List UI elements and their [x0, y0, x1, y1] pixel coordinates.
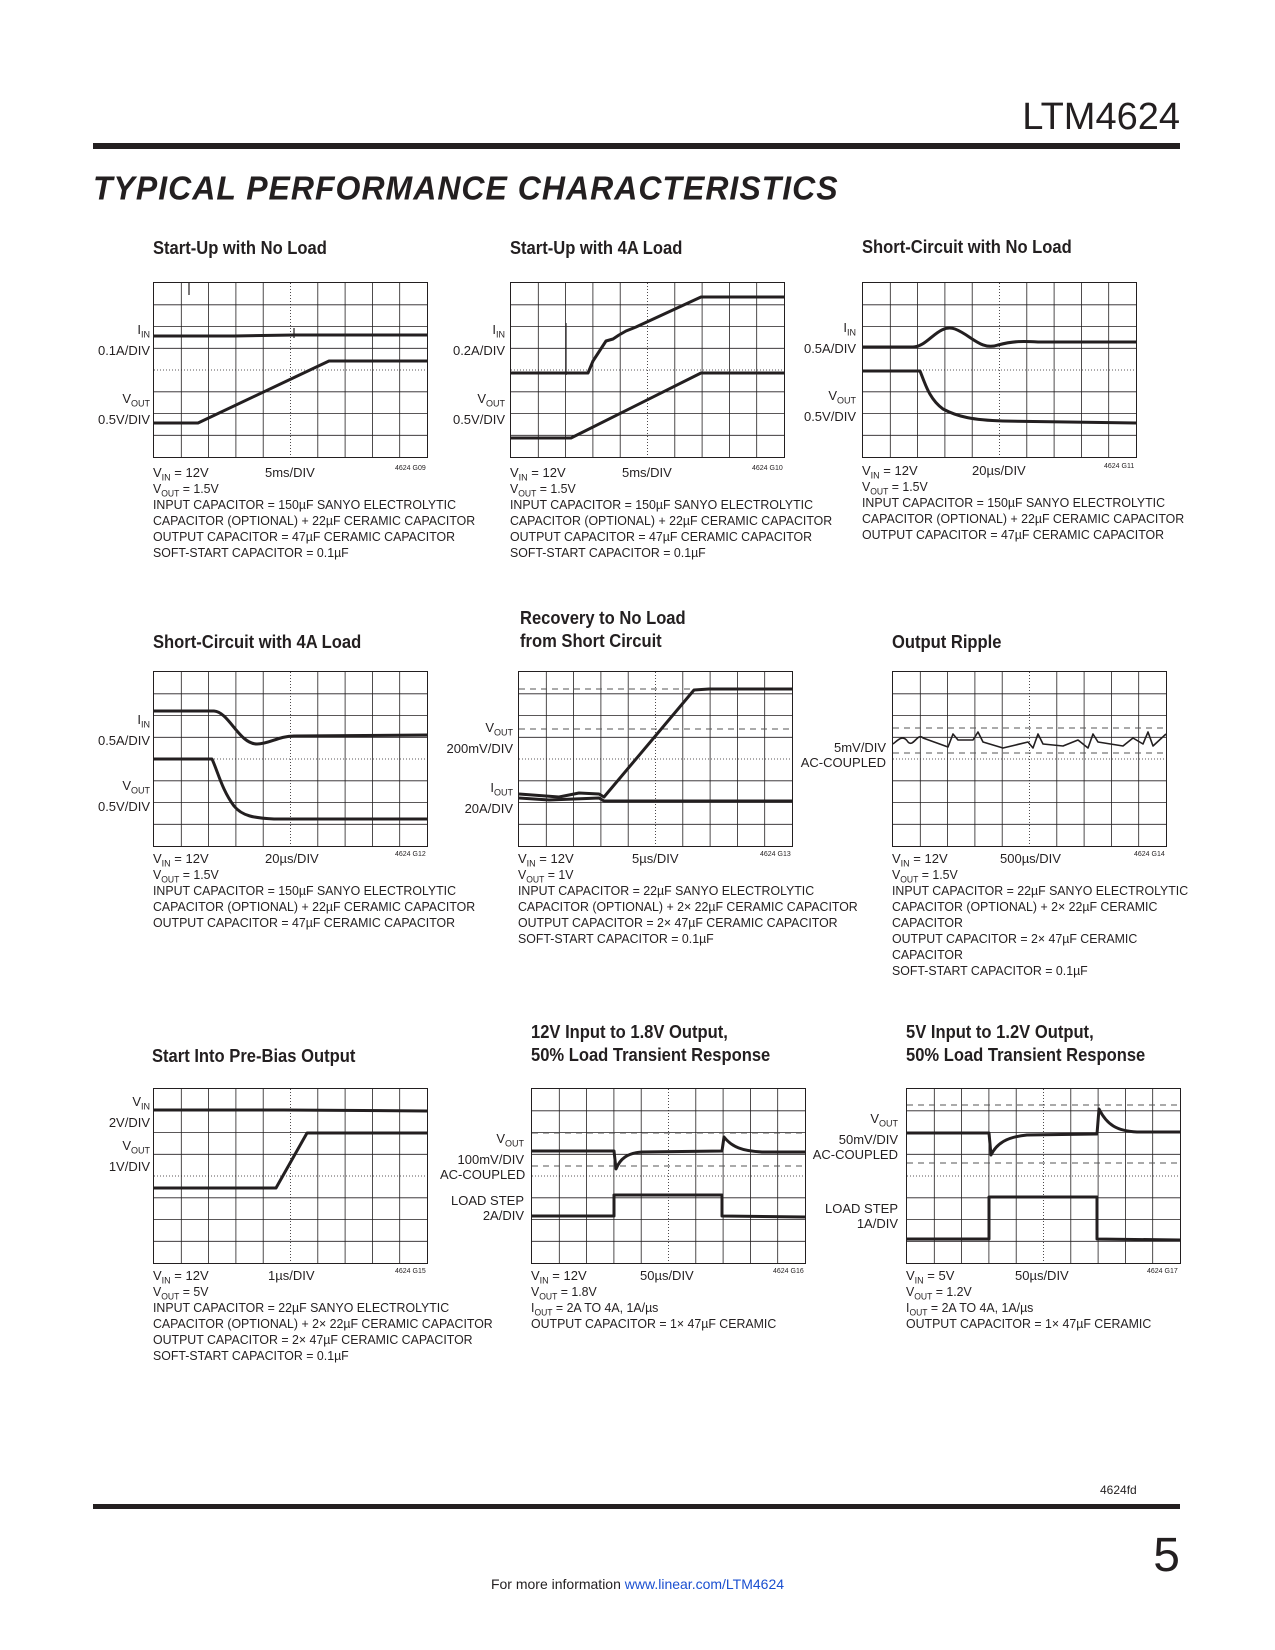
- figure-id: 4624 G16: [773, 1268, 804, 1275]
- vin-label: $V_{IN} = 5V$: [906, 1268, 955, 1286]
- part-number: LTM4624: [1022, 96, 1180, 138]
- conditions: $V_{OUT} = 1.5V$ INPUT CAPACITOR = 150µF SANYO ELECTROLYTIC CAPACITOR (OPTIONAL) + 22µF CERAMIC CAPACITOR OUTPUT CAPACITOR = 47µF CERAMIC CAPACITOR: [153, 867, 476, 930]
- conditions: $V_{OUT} = 1.5V$ INPUT CAPACITOR = 22µF SANYO ELECTROLYTIC CAPACITOR (OPTIONAL) + 2× 22µF CERAMIC CAPACITOR OUTPUT CAPACITOR = 2× 47µF CERAMIC CAPACITOR SOFT-START CAPACITOR = 0.1µF: [892, 867, 1189, 978]
- page-number: 5: [1153, 1529, 1180, 1582]
- plot-title: 5V Input to 1.2V Output, 50% Load Transient Response: [906, 1022, 1146, 1065]
- axis-label: LOAD STEP 2A/DIV: [451, 1193, 524, 1223]
- oscilloscope-grid: [518, 671, 793, 847]
- conditions: $V_{OUT} = 1.5V$ INPUT CAPACITOR = 150µF SANYO ELECTROLYTIC CAPACITOR (OPTIONAL) + 22µF CERAMIC CAPACITOR OUTPUT CAPACITOR = 47µF CERAMIC CAPACITOR SOFT-START CAPACITOR = 0.1µF: [153, 481, 476, 560]
- iin-trace: [154, 711, 427, 744]
- oscilloscope-grid: [153, 282, 428, 458]
- plot-title: Short-Circuit with 4A Load: [153, 632, 362, 652]
- plot-title: Start Into Pre-Bias Output: [152, 1046, 356, 1066]
- plot-title: Recovery to No Load from Short Circuit: [520, 608, 686, 651]
- iin-trace: [154, 335, 427, 336]
- oscilloscope-grid: [510, 282, 785, 458]
- axis-label: $V_{OUT}$ 50mV/DIV AC-COUPLED: [812, 1111, 898, 1162]
- conditions: $V_{OUT} = 1.5V$ INPUT CAPACITOR = 150µF SANYO ELECTROLYTIC CAPACITOR (OPTIONAL) + 22µF CERAMIC CAPACITOR OUTPUT CAPACITOR = 47µF CERAMIC CAPACITOR: [862, 479, 1185, 542]
- plot-title: Short-Circuit with No Load: [862, 237, 1072, 257]
- conditions: $V_{OUT} = 1.8V$ $I_{OUT} = 2A$ TO 4A, 1A/µs OUTPUT CAPACITOR = 1× 47µF CERAMIC: [531, 1284, 777, 1331]
- timebase: 1µs/DIV: [268, 1268, 315, 1283]
- plot-title: 12V Input to 1.8V Output, 50% Load Transient Response: [531, 1022, 771, 1065]
- figure-id: 4624 G15: [395, 1268, 426, 1275]
- vin-label: $V_{IN} = 12V$: [153, 851, 209, 869]
- bottom-rule: [93, 1504, 1180, 1509]
- axis-label: $V_{OUT}$ 200mV/DIV: [446, 720, 513, 756]
- timebase: 50µs/DIV: [1015, 1268, 1069, 1283]
- timebase: 50µs/DIV: [640, 1268, 694, 1283]
- vin-label: $V_{IN} = 12V$: [510, 465, 566, 483]
- figure-id: 4624 G17: [1147, 1268, 1178, 1275]
- plot-title: Output Ripple: [892, 632, 1002, 652]
- vin-trace: [154, 1110, 427, 1111]
- axis-label: $V_{OUT}$ 0.5V/DIV: [97, 778, 150, 814]
- axis-label: $V_{OUT}$ 1V/DIV: [108, 1138, 150, 1174]
- figure-id: 4624 G11: [1104, 463, 1135, 470]
- vin-label: $V_{IN} = 12V$: [862, 463, 918, 481]
- footer: [0, 1576, 1275, 1592]
- timebase: 20µs/DIV: [265, 851, 319, 866]
- conditions: $V_{OUT} = 1V$ INPUT CAPACITOR = 22µF SANYO ELECTROLYTIC CAPACITOR (OPTIONAL) + 2× 22µF CERAMIC CAPACITOR OUTPUT CAPACITOR = 2× 47µF CERAMIC CAPACITOR SOFT-START CAPACITOR = 0.1µF: [518, 867, 858, 946]
- oscilloscope-grid: [906, 1088, 1181, 1264]
- section-title: TYPICAL PERFORMANCE CHARACTERISTICS: [93, 169, 839, 207]
- oscilloscope-grid: [862, 282, 1137, 458]
- axis-label: $I_{IN}$ 0.1A/DIV: [97, 322, 150, 358]
- plot-title: Start-Up with 4A Load: [510, 238, 683, 258]
- oscilloscope-grid: [153, 1088, 428, 1264]
- axis-label: LOAD STEP 1A/DIV: [825, 1201, 898, 1231]
- axis-label: $V_{OUT}$ 0.5V/DIV: [97, 391, 150, 427]
- footer-text: For more information: [490, 1576, 621, 1592]
- top-rule: [93, 143, 1180, 149]
- ripple-trace: [893, 732, 1166, 748]
- axis-label: $I_{OUT}$ 20A/DIV: [464, 780, 513, 816]
- axis-label: $V_{OUT}$ 100mV/DIV AC-COUPLED: [440, 1131, 526, 1182]
- timebase: 500µs/DIV: [1000, 851, 1061, 866]
- timebase: 5ms/DIV: [622, 465, 672, 480]
- conditions: $V_{OUT} = 1.2V$ $I_{OUT} = 2A$ TO 4A, 1A/µs OUTPUT CAPACITOR = 1× 47µF CERAMIC: [906, 1284, 1152, 1331]
- axis-label: $V_{OUT}$ 0.5V/DIV: [452, 391, 505, 427]
- conditions: $V_{OUT} = 5V$ INPUT CAPACITOR = 22µF SANYO ELECTROLYTIC CAPACITOR (OPTIONAL) + 2× 22µF CERAMIC CAPACITOR OUTPUT CAPACITOR = 2× 47µF CERAMIC CAPACITOR SOFT-START CAPACITOR = 0.1µF: [153, 1284, 493, 1363]
- axis-label: 5mV/DIV AC-COUPLED: [800, 740, 886, 770]
- axis-label: $I_{IN}$ 0.5A/DIV: [803, 320, 856, 356]
- document-code: 4624fd: [1100, 1483, 1137, 1497]
- timebase: 5ms/DIV: [265, 465, 315, 480]
- timebase: 5µs/DIV: [632, 851, 679, 866]
- vin-label: $V_{IN} = 12V$: [531, 1268, 587, 1286]
- figure-id: 4624 G14: [1134, 851, 1165, 858]
- figure-id: 4624 G13: [760, 851, 791, 858]
- axis-label: $V_{IN}$ 2V/DIV: [108, 1094, 150, 1130]
- vin-label: $V_{IN} = 12V$: [892, 851, 948, 869]
- figure-id: 4624 G12: [395, 851, 426, 858]
- timebase: 20µs/DIV: [972, 463, 1026, 478]
- oscilloscope-grid: [531, 1088, 806, 1264]
- vin-label: $V_{IN} = 12V$: [153, 1268, 209, 1286]
- axis-label: $I_{IN}$ 0.5A/DIV: [97, 712, 150, 748]
- figure-id: 4624 G10: [752, 465, 783, 472]
- website-link[interactable]: www.linear.com/LTM4624: [624, 1576, 785, 1592]
- vin-label: $V_{IN} = 12V$: [518, 851, 574, 869]
- iin-spike: [189, 283, 294, 338]
- axis-label: $V_{OUT}$ 0.5V/DIV: [803, 388, 856, 424]
- oscilloscope-grid: [892, 671, 1167, 847]
- vin-label: $V_{IN} = 12V$: [153, 465, 209, 483]
- oscilloscope-grid: [153, 671, 428, 847]
- plot-title: Start-Up with No Load: [153, 238, 327, 258]
- figure-id: 4624 G09: [395, 465, 426, 472]
- axis-label: $I_{IN}$ 0.2A/DIV: [452, 322, 505, 358]
- conditions: $V_{OUT} = 1.5V$ INPUT CAPACITOR = 150µF SANYO ELECTROLYTIC CAPACITOR (OPTIONAL) + 22µF CERAMIC CAPACITOR OUTPUT CAPACITOR = 47µF CERAMIC CAPACITOR SOFT-START CAPACITOR = 0.1µF: [510, 481, 833, 560]
